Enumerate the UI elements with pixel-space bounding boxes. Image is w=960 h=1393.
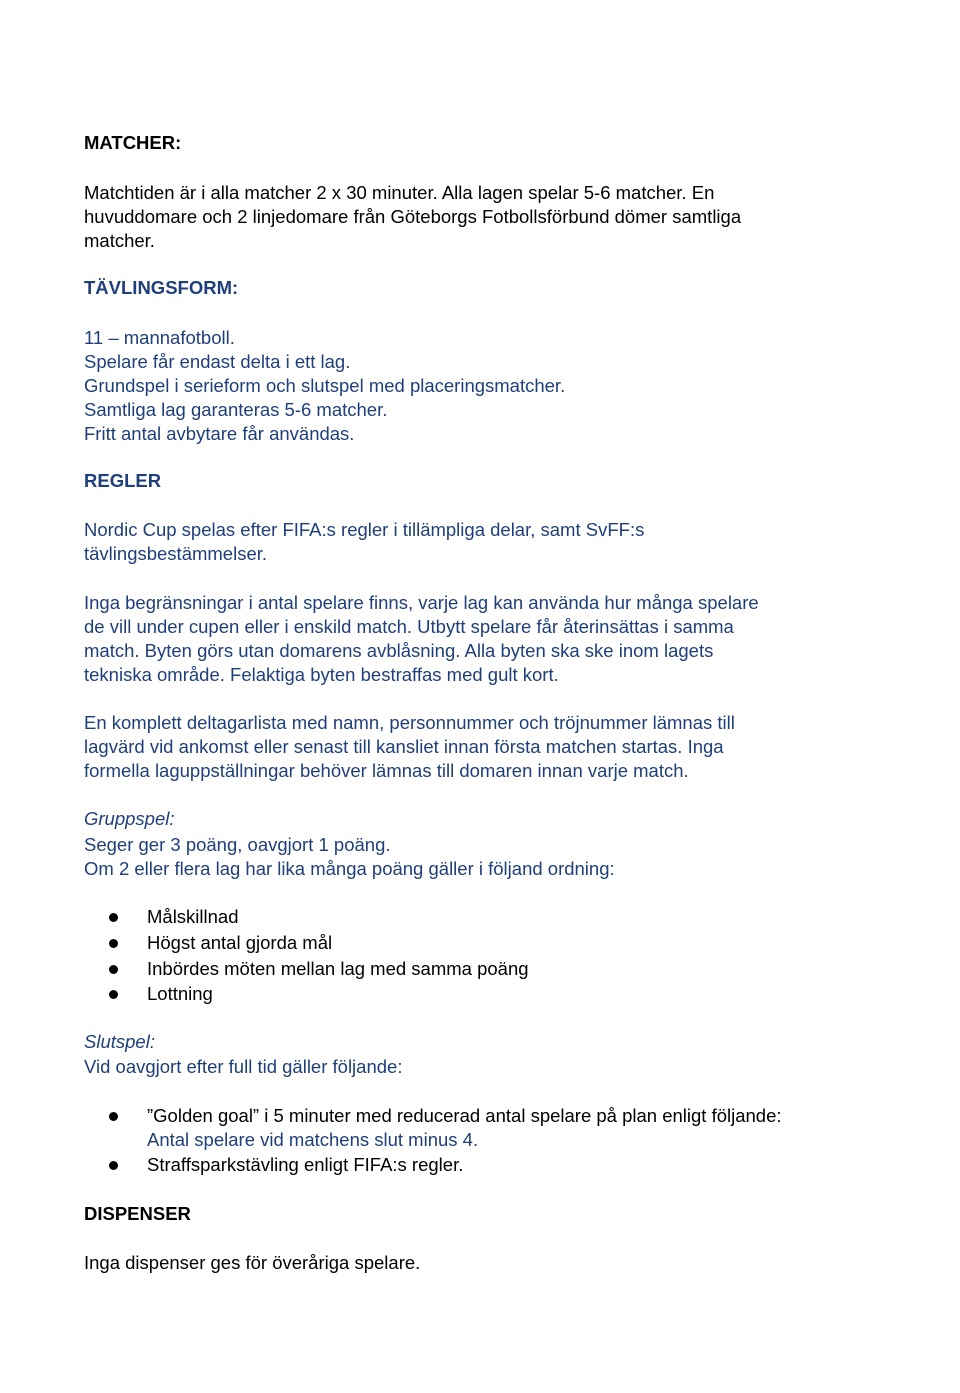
matcher-line-2: huvuddomare och 2 linjedomare från Göteborgs Fotbollsförbund dömer samtliga	[84, 206, 742, 227]
tavlingsform-line-5: Fritt antal avbytare får användas.	[84, 423, 355, 444]
slutspel-intro: Vid oavgjort efter full tid gäller följande:	[84, 1056, 403, 1077]
slutspel-bullet-2: Straffsparkstävling enligt FIFA:s regler.	[147, 1154, 464, 1175]
regler-p1-line-2: tävlingsbestämmelser.	[84, 543, 268, 564]
gruppspel-bullet-text: Högst antal gjorda mål	[147, 932, 333, 953]
regler-p1-line-1: Nordic Cup spelas efter FIFA:s regler i tillämpliga delar, samt SvFF:s	[84, 519, 645, 540]
slutspel-heading: Slutspel:	[84, 1031, 155, 1052]
bullet-icon	[109, 939, 118, 948]
regler-p3-line-1: En komplett deltagarlista med namn, personnummer och tröjnummer lämnas till	[84, 712, 735, 733]
regler-p3-line-2: lagvärd vid ankomst eller senast till kansliet innan första matchen startas. Inga	[84, 736, 724, 757]
matcher-line-3: matcher.	[84, 230, 155, 251]
gruppspel-line-1: Seger ger 3 poäng, oavgjort 1 poäng.	[84, 834, 391, 855]
tavlingsform-line-1: 11 – mannafotboll.	[84, 327, 235, 348]
regler-p2-line-4: tekniska område. Felaktiga byten bestraffas med gult kort.	[84, 664, 559, 685]
tavlingsform-line-4: Samtliga lag garanteras 5-6 matcher.	[84, 399, 388, 420]
bullet-icon	[109, 1161, 118, 1170]
tavlingsform-line-2: Spelare får endast delta i ett lag.	[84, 351, 351, 372]
bullet-icon	[109, 913, 118, 922]
tavlingsform-line-3: Grundspel i serieform och slutspel med placeringsmatcher.	[84, 375, 566, 396]
bullet-icon	[109, 1112, 118, 1121]
matcher-line-1: Matchtiden är i alla matcher 2 x 30 minuter. Alla lagen spelar 5-6 matcher. En	[84, 182, 715, 203]
slutspel-bullet-1-line-1: ”Golden goal” i 5 minuter med reducerad antal spelare på plan enligt följande:	[147, 1105, 782, 1126]
gruppspel-bullet-text: Lottning	[147, 983, 213, 1004]
slutspel-bullet-1-line-2: Antal spelare vid matchens slut minus 4.	[147, 1129, 479, 1150]
gruppspel-bullet-text: Målskillnad	[147, 906, 239, 927]
bullet-icon	[109, 990, 118, 999]
bullet-icon	[109, 965, 118, 974]
regler-heading: REGLER	[84, 470, 162, 491]
regler-p3-line-3: formella laguppställningar behöver lämnas till domaren innan varje match.	[84, 760, 689, 781]
dispenser-heading: DISPENSER	[84, 1203, 191, 1224]
regler-p2-line-2: de vill under cupen eller i enskild match. Utbytt spelare får återinsättas i samma	[84, 616, 734, 637]
gruppspel-heading: Gruppspel:	[84, 808, 175, 829]
gruppspel-bullet-text: Inbördes möten mellan lag med samma poäng	[147, 958, 529, 979]
gruppspel-line-2: Om 2 eller flera lag har lika många poäng gäller i följand ordning:	[84, 858, 615, 879]
regler-p2-line-3: match. Byten görs utan domarens avblåsning. Alla byten ska ske inom lagets	[84, 640, 714, 661]
regler-p2-line-1: Inga begränsningar i antal spelare finns, varje lag kan använda hur många spelare	[84, 592, 759, 613]
matcher-heading: MATCHER:	[84, 132, 182, 153]
dispenser-text: Inga dispenser ges för överåriga spelare.	[84, 1252, 421, 1273]
tavlingsform-heading: TÄVLINGSFORM:	[84, 277, 239, 298]
